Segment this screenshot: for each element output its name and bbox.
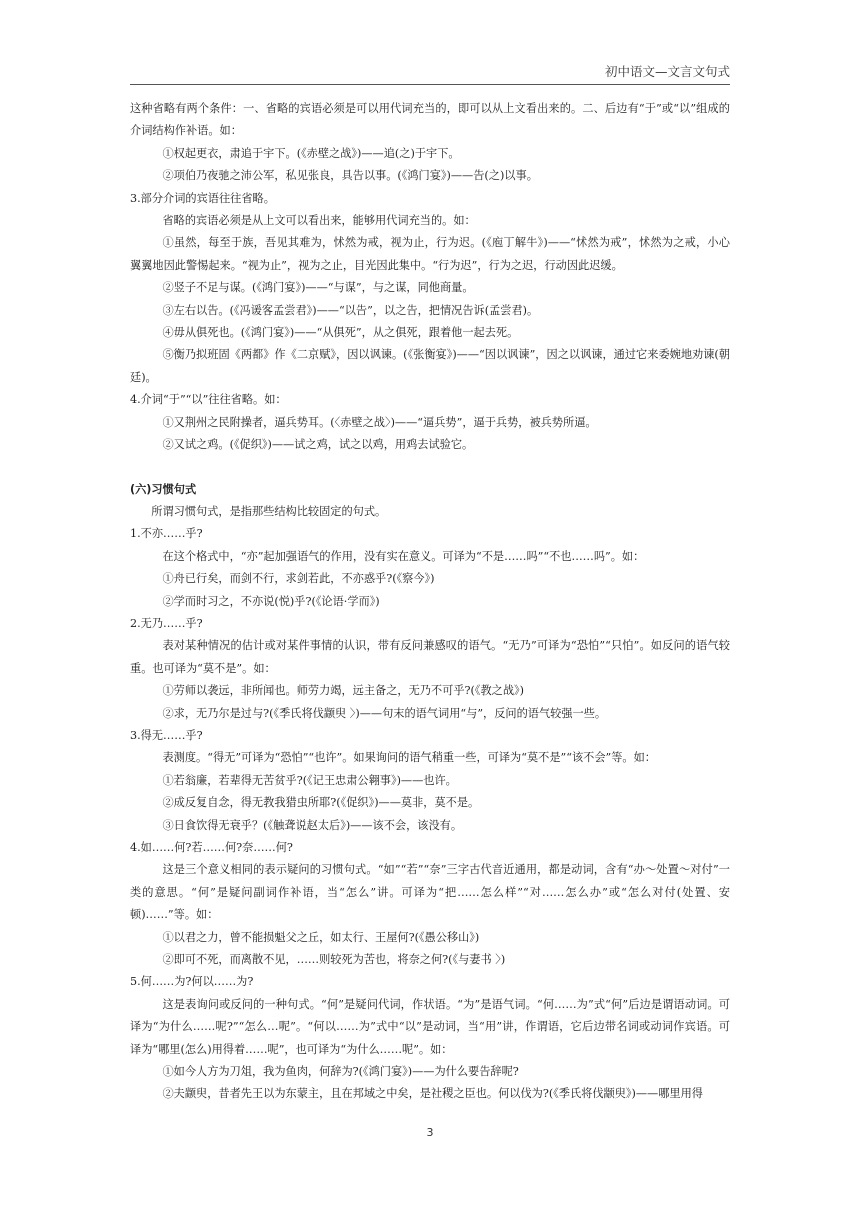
paragraph: 4.介词“于”“以”往往省略。如： <box>130 393 287 407</box>
paragraph: 所谓习惯句式，是指那些结构比较固定的句式。 <box>151 504 387 518</box>
paragraph: ②求，无乃尔是过与?(《季氏将伐颛臾 〉)——句末的语气词用“与”，反问的语气较强一些。 <box>162 706 607 720</box>
paragraph: 1.不亦……乎? <box>130 527 203 541</box>
paragraph: ①权起更衣，肃追于宇下。(《赤壁之战》)——追(之)于宇下。 <box>162 146 460 160</box>
page-number: 3 <box>426 1126 434 1139</box>
paragraph: 这种省略有两个条件：一、省略的宾语必须是可以用代词充当的，即可以从上文看出来的。二、后边有“于”或“以”组成的介词结构作补语。如： <box>130 102 730 138</box>
paragraph: ②即可不死，而离散不见，……则较死为苦也，将奈之何?(《与妻书 〉) <box>162 953 506 967</box>
paragraph: ③日食饮得无衰乎？(《触聋说赵太后》)——该不会，该没有。 <box>162 818 463 832</box>
paragraph: ⑤衡乃拟班固《两都》作《二京赋》，因以讽谏。(《张衡宴》)——“因以讽谏”，因之以讽谏，通过它来委婉地劝谏(朝廷)。 <box>130 348 730 384</box>
paragraph: 3.得无……乎? <box>130 728 203 742</box>
paragraph: ②夫颛臾，昔者先王以为东蒙主，且在邦域之中矣，是社稷之臣也。何以伐为?(《季氏将伐颛臾》)——哪里用得 <box>162 1087 703 1101</box>
paragraph: 表对某种情况的估计或对某件事情的认识，带有反问兼感叹的语气。“无乃”可译为“恐怕”“只怕”。如反问的语气较重。也可译为“莫不是”。如： <box>130 639 730 675</box>
paragraph: 这是表询问或反问的一种句式。“何”是疑问代词，作状语。“为”是语气词。“何……为”式“何”后边是谓语动词。可译为“为什么……呢?”“怎么…呢”。“何以……为”式中“以”是动词，当“用”讲，作谓语，它后边带名词或动词作宾语。可译为“哪里(怎么)用得着……呢”，也可译为“为什么……呢”。如： <box>130 997 730 1056</box>
paragraph: ②项伯乃夜驰之沛公军，私见张良，具告以事。(《鸿门宴》)——告(之)以事。 <box>162 169 538 183</box>
page-header <box>130 62 730 85</box>
paragraph: 这是三个意义相同的表示疑问的习惯句式。“如”“若”“奈”三字古代音近通用，都是动词，含有“办～处置～对付”一类的意思。“何”是疑问副词作补语，当“怎么”讲。可译为“把……怎么样”“对……怎么办”或“怎么对付(处置、安顿)……”等。如： <box>130 863 730 922</box>
paragraph: ②又试之鸡。(《促织》)——试之鸡，试之以鸡，用鸡去试验它。 <box>162 438 474 452</box>
paragraph: ②成反复自念，得无教我猎虫所耶?(《促织》)——莫非，莫不是。 <box>162 796 480 810</box>
paragraph: 4.如……何?若……何?奈……何? <box>130 841 293 854</box>
paragraph: 2.无乃……乎? <box>130 616 203 630</box>
paragraph: ①舟已行矣，而剑不行，求剑若此，不亦惑乎?(《察今》) <box>162 572 435 586</box>
document-body <box>130 98 730 1106</box>
paragraph: ①若翁廉，若辈得无苦贫乎?(《记王忠肃公翱事》)——也许。 <box>162 773 457 787</box>
paragraph: ①以君之力，曾不能损魁父之丘，如太行、王屋何?(《愚公移山》) <box>162 930 480 944</box>
paragraph: ①虽然，每至于族，吾见其难为，怵然为戒，视为止，行为迟。(《庖丁解牛》)——“怵然为戒”，怵然为之戒，小心翼翼地因此警惕起来。“视为止”，视为之止，目光因此集中。“行为迟”，行为之迟，行动因此迟缓。 <box>130 236 730 272</box>
paragraph: ①劳师以袭远，非所闻也。师劳力竭，远主备之，无乃不可乎?(《教之战》) <box>162 684 524 698</box>
blank-line <box>130 457 730 479</box>
header-title: 初中语文—文言文句式 <box>604 64 730 79</box>
paragraph: 省略的宾语必须是从上文可以看出来，能够用代词充当的。如： <box>162 214 476 228</box>
paragraph: 表测度。“得无”可译为“恐怕”“也许”。如果询问的语气稍重一些，可译为“莫不是”“该不会”等。如： <box>162 751 656 765</box>
paragraph: ③左右以告。(《冯谖客孟尝君》)——“以告”，以之告，把情况告诉(孟尝君)。 <box>162 303 539 317</box>
paragraph: ④毋从俱死也。(《鸿门宴》)——“从俱死”，从之俱死，跟着他一起去死。 <box>162 326 519 340</box>
paragraph: ②学而时习之，不亦说(悦)乎?(《论语·学而》) <box>162 594 380 608</box>
paragraph: 3.部分介词的宾语往往省略。 <box>130 191 275 205</box>
paragraph: 5.何……为?何以……为? <box>130 975 254 989</box>
paragraph: 在这个格式中，“亦”起加强语气的作用，没有实在意义。可译为“不是……吗”“不也……吗”。如： <box>162 549 645 563</box>
section-heading: (六)习惯句式 <box>130 482 197 496</box>
paragraph: ②竖子不足与谋。(《鸿门宴》)——“与谋”，与之谋，同他商量。 <box>162 281 474 295</box>
paragraph: ①如今人方为刀俎，我为鱼肉，何辞为?(《鸿门宴》)——为什么要告辞呢? <box>162 1065 519 1079</box>
paragraph: ①又荆州之民附操者，逼兵势耳。(〈赤壁之战〉)——“逼兵势”，逼于兵势，被兵势所逼。 <box>162 415 597 429</box>
